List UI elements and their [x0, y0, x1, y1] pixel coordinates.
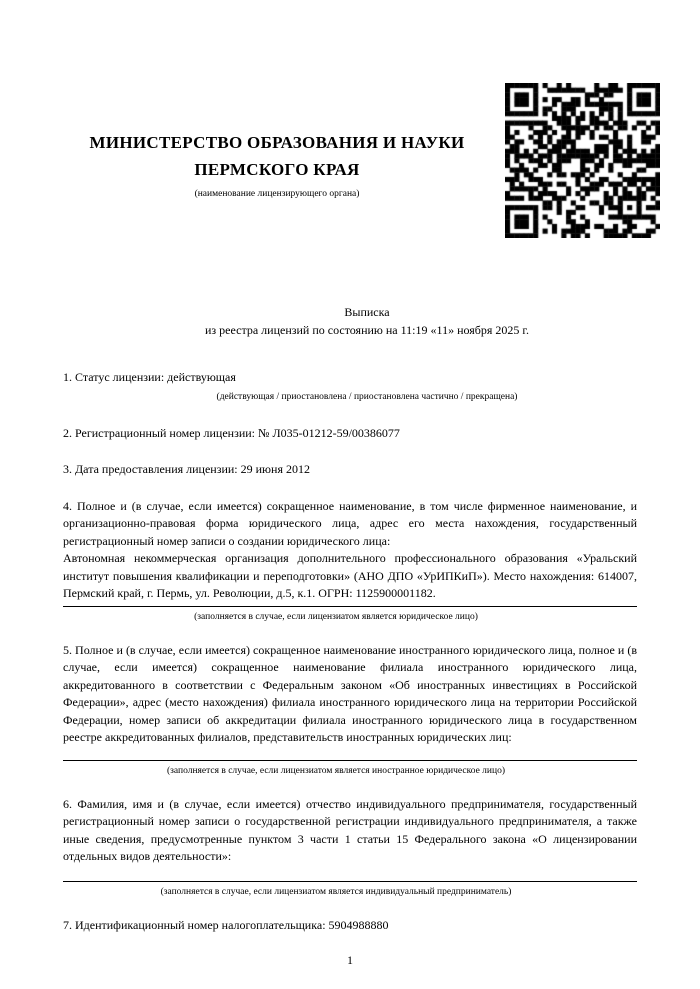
qr-code	[505, 83, 660, 238]
individual-entrepreneur-note: (заполняется в случае, если лицензиатом является индивидуальный предприниматель)	[160, 886, 512, 897]
legal-entity-label: 4. Полное и (в случае, если имеется) сокращенное наименование, в том числе фирменное наименование, и организационно-правовая форма юридического лица, адрес его места нахождения, государственный регистрационный номер записи о создании юридического лица:	[63, 498, 637, 548]
section-license-date	[63, 461, 637, 479]
section-legal-entity	[63, 498, 637, 623]
fill-in-rule	[63, 760, 637, 761]
document-title	[0, 303, 700, 339]
legal-entity-note: (заполняется в случае, если лицензиатом является юридическое лицо)	[194, 611, 478, 622]
document-header	[0, 0, 700, 238]
page-number: 1	[347, 953, 353, 967]
fill-in-rule	[63, 606, 637, 607]
foreign-entity-label: 5. Полное и (в случае, если имеется) сокращенное наименование иностранного юридического лица, полное и (в случае, если имеется) сокращенное наименование филиала иностранного юридического лица, аккредитованного в соответствии с Федеральным законом «Об иностранных инвестициях в Российской Федерации», адрес (место нахождения) филиала иностранного юридического лица на территории Российской Федерации, номер записи об аккредитации филиала иностранного юридического лица в государственном реестре аккредитованных филиалов, представительств иностранных юридических лиц:	[63, 642, 637, 744]
license-status-text: 1. Статус лицензии: действующая	[63, 370, 236, 384]
section-registration-number	[63, 425, 637, 443]
ministry-name-line1: МИНИСТЕРСТВО ОБРАЗОВАНИЯ И НАУКИ	[89, 133, 465, 152]
document-title-line1: Выписка	[344, 305, 390, 319]
taxpayer-number-text: 7. Идентификационный номер налогоплательщика: 5904988880	[63, 917, 389, 932]
legal-entity-value: Автономная некоммерческая организация дополнительного профессионального образования «Уральский институт повышения квалификации и переподготовки» (АНО ДПО «УрИПКиП»). Место нахождения: 614007, Пермский край, г. Пермь, ул. Революции, д.5, к.1. ОГРН: 1125900001182.	[63, 551, 637, 600]
foreign-entity-note: (заполняется в случае, если лицензиатом является иностранное юридическое лицо)	[167, 765, 505, 776]
individual-entrepreneur-label: 6. Фамилия, имя и (в случае, если имеется) отчество индивидуального предпринимателя, государственный регистрационный номер записи о государственной регистрации индивидуального предпринимателя, а также иные сведения, предусмотренные пунктом 3 части 1 статьи 15 Федерального закона «О лицензировании отдельных видов деятельности»:	[63, 796, 637, 863]
fill-in-rule	[63, 881, 637, 882]
registration-number-text: 2. Регистрационный номер лицензии: № Л035-01212-59/00386077	[63, 425, 400, 440]
section-individual-entrepreneur	[63, 796, 637, 898]
license-status-options-note: (действующая / приостановлена / приостановлена частично / прекращена)	[216, 391, 518, 402]
authority-caption: (наименование лицензирующего органа)	[194, 189, 360, 199]
licensing-authority	[63, 83, 505, 200]
ministry-name-line2: ПЕРМСКОГО КРАЯ	[194, 160, 360, 179]
license-date-text: 3. Дата предоставления лицензии: 29 июня 2012	[63, 462, 310, 476]
qr-code-icon	[505, 83, 660, 238]
section-license-status	[63, 369, 637, 403]
document-title-line2: из реестра лицензий по состоянию на 11:19 «11» ноября 2025 г.	[205, 323, 529, 337]
section-taxpayer-number	[63, 917, 637, 935]
document-body	[0, 369, 700, 970]
section-foreign-entity	[63, 642, 637, 777]
